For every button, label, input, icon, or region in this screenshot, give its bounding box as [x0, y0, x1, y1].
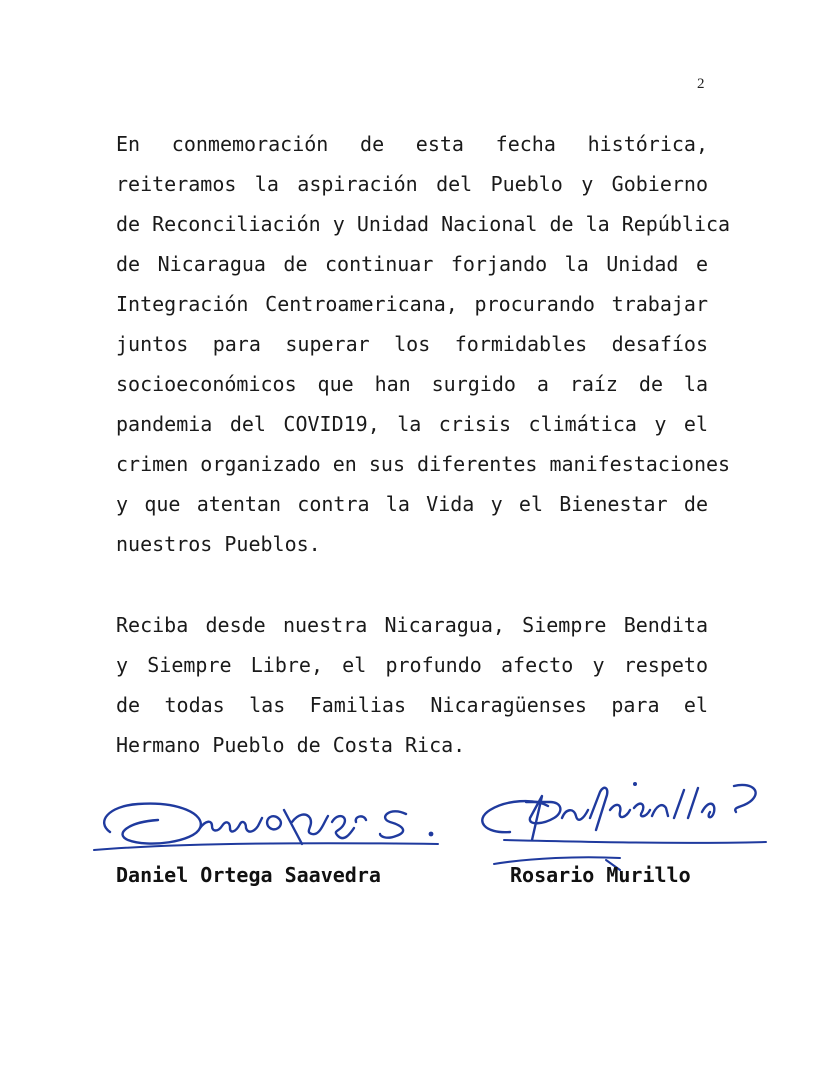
- paragraph-line: juntos para superar los formidables desafíos: [116, 332, 708, 356]
- paragraph-line: de todas las Familias Nicaragüenses para el: [116, 693, 708, 717]
- paragraph-line: nuestros Pueblos.: [116, 532, 321, 556]
- paragraph-greeting: [116, 605, 708, 765]
- paragraph-line: En conmemoración de esta fecha histórica,: [116, 132, 708, 156]
- paragraph-line: de Reconciliación y Unidad Nacional de la República: [116, 212, 731, 236]
- signer-name-murillo: Rosario Murillo: [510, 863, 691, 887]
- paragraph-line: y Siempre Libre, el profundo afecto y respeto: [116, 653, 708, 677]
- paragraph-line: Hermano Pueblo de Costa Rica.: [116, 733, 466, 757]
- paragraph-line: y que atentan contra la Vida y el Bienestar de: [116, 492, 708, 516]
- paragraph-commemoration: [116, 124, 731, 564]
- paragraph-line: pandemia del COVID19, la crisis climática y el: [116, 412, 708, 436]
- paragraph-line: reiteramos la aspiración del Pueblo y Gobierno: [116, 172, 708, 196]
- page-number: 2: [697, 76, 705, 92]
- signature-ortega-image: [88, 792, 448, 867]
- paragraph-line: socioeconómicos que han surgido a raíz de la: [116, 372, 708, 396]
- paragraph-line: crimen organizado en sus diferentes manifestaciones: [116, 452, 731, 476]
- paragraph-line: de Nicaragua de continuar forjando la Unidad e: [116, 252, 708, 276]
- signer-name-ortega: Daniel Ortega Saavedra: [116, 863, 381, 887]
- paragraph-line: Reciba desde nuestra Nicaragua, Siempre Bendita: [116, 613, 708, 637]
- paragraph-line: Integración Centroamericana, procurando trabajar: [116, 292, 708, 316]
- signature-murillo-image: [470, 772, 770, 872]
